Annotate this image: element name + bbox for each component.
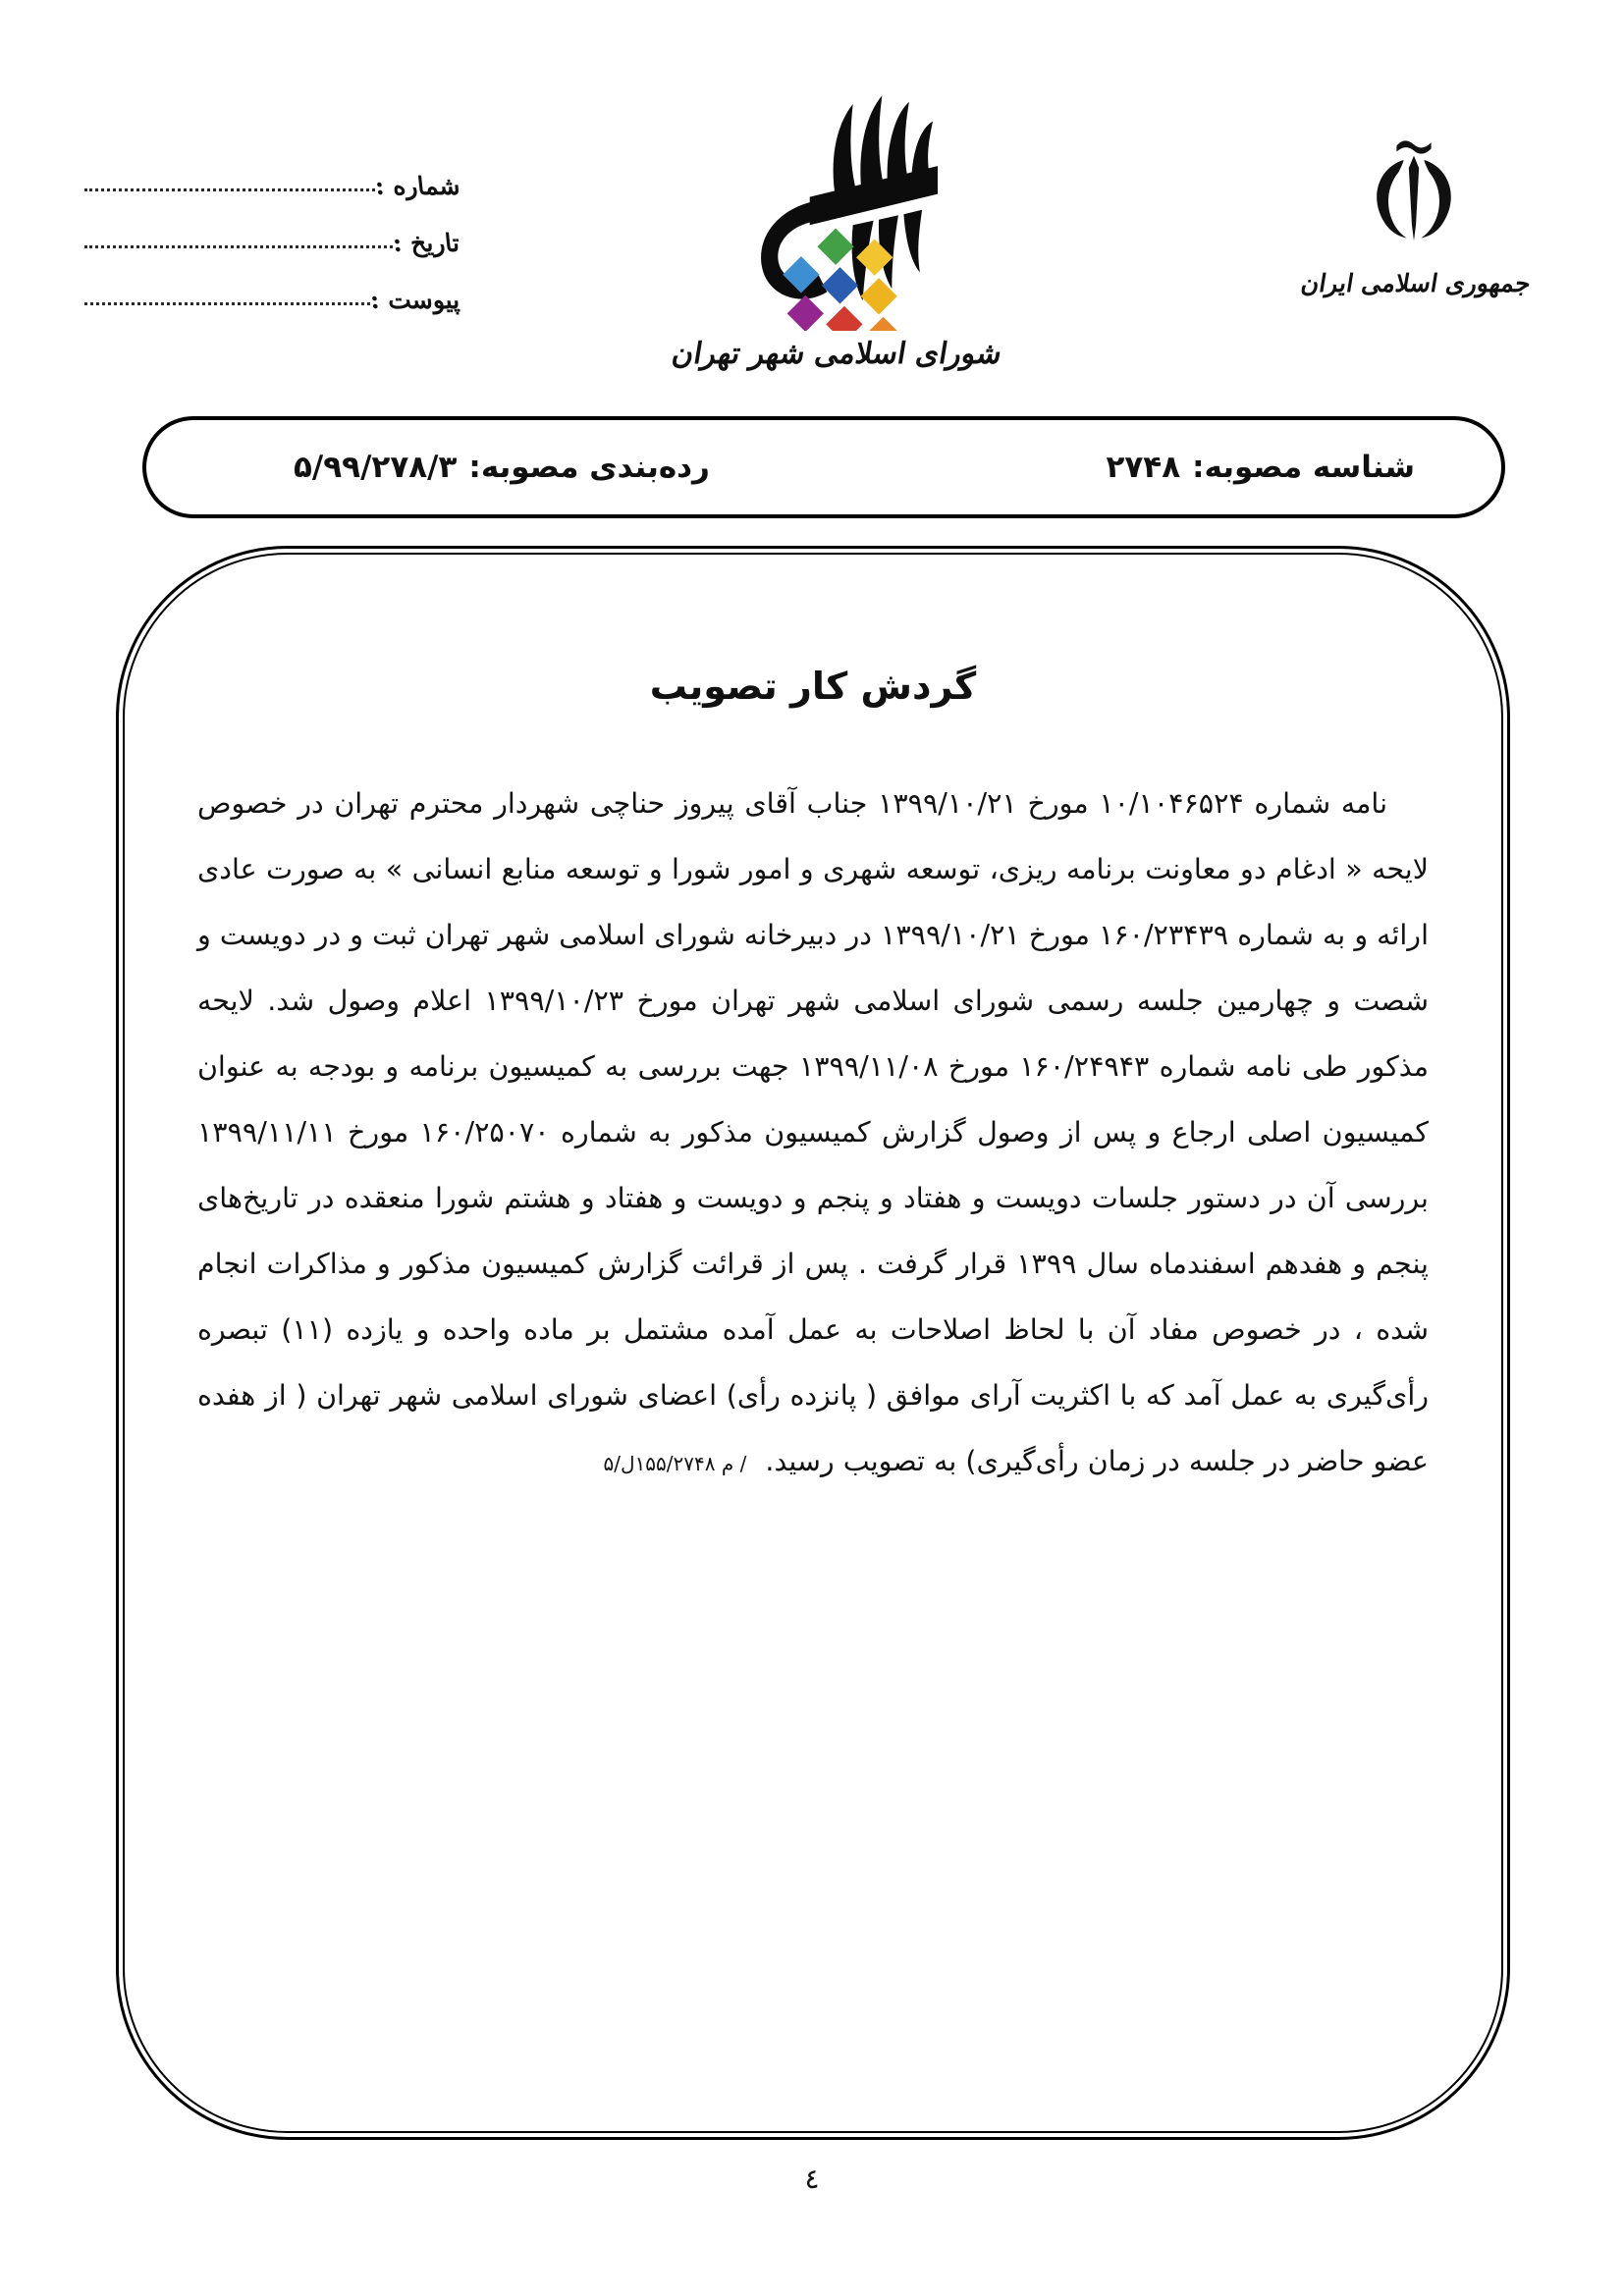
resolution-classification-label: رده‌بندی مصوبه: [468,450,710,485]
approval-process-box [116,546,1510,2140]
field-date-dotted-line [84,245,393,248]
council-logo-name: شورای اسلامی شهر تهران [668,337,1001,371]
letterhead [0,0,1624,412]
approval-process-box-inner [123,553,1503,2133]
section-title: گردش کار تصویب [649,665,977,708]
paragraph-text: نامه شماره ۱۰/۱۰۴۶۵۲۴ مورخ ۱۳۹۹/۱۰/۲۱ جناب آقای پیروز حناچی شهردار محترم تهران در خصوص لایحه « ادغام دو معاونت برنامه ریزی، توسعه شهری و امور شورا و توسعه منابع انسانی » به صورت عادی ارائه و به شماره ۱۶۰/۲۳۴۳۹ مورخ ۱۳۹۹/۱۰/۲۱ در دبیرخانه شورای اسلامی شهر تهران ثبت و در دویست و شصت و چهارمین جلسه رسمی شورای اسلامی شهر تهران مورخ ۱۳۹۹/۱۰/۲۳ اعلام وصول شد. لایحه مذکور طی نامه شماره ۱۶۰/۲۴۹۴۳ مورخ ۱۳۹۹/۱۱/۰۸ جهت بررسی به کمیسیون برنامه و بودجه به عنوان کمیسیون اصلی ارجاع و پس از وصول گزارش کمیسیون مذکور به شماره ۱۶۰/۲۵۰۷۰ مورخ ۱۳۹۹/۱۱/۱۱ بررسی آن در دستور جلسات دویست و هفتاد و پنجم و دویست و هفتاد و هشتم شورا منعقده در تاریخ‌های پنجم و هفدهم اسفندماه سال ۱۳۹۹ قرار گرفت . پس از قرائت گزارش کمیسیون مذکور و مذاکرات انجام شده ، در خصوص مفاد آن با لحاظ اصلاحات به عمل آمده مشتمل بر ماده واحده و یازده (۱۱) تبصره رأی‌گیری به عمل آمد که با اکثریت آرای موافق ( پانزده رأی) اعضای شورای اسلامی شهر تهران ( از هفده عضو حاضر در جلسه در زمان رأی‌گیری) به تصویب رسید. [197,787,1429,1477]
field-attachment [81,271,465,314]
approval-process-paragraph [164,771,1462,1497]
archive-code: / م ۱۵۵/۲۷۴۸ل/۵ [603,1452,747,1475]
resolution-id-bar [142,416,1505,518]
logo-diamond-orange [865,317,901,331]
logo-diamond-purple [787,295,824,331]
state-emblem-caption: جمهوری اسلامی ایران [1298,269,1530,297]
resolution-id-value: ۲۷۴۸ [1106,450,1181,485]
logo-diamond-green [817,229,853,265]
resolution-classification-value: ۵/۹۹/۲۷۸/۳ [294,450,458,485]
iran-emblem-icon [1363,135,1465,255]
field-date [81,214,465,257]
field-number-dotted-line [84,188,375,191]
council-logo [628,93,1041,371]
state-emblem [1291,135,1537,297]
field-attachment-label: پیوست : [368,286,461,314]
page-number: ٤ [804,2163,820,2195]
reference-fields [81,157,465,328]
council-logo-icon [731,93,938,331]
field-number [81,157,465,200]
field-date-label: تاریخ : [391,229,461,257]
resolution-id-label: شناسه مصوبه: [1192,450,1415,485]
resolution-classification [294,450,710,485]
logo-diamond-red [826,306,862,331]
logo-diamond-blue [822,267,858,303]
resolution-id [1106,450,1415,485]
field-attachment-dotted-line [84,302,370,305]
field-number-label: شماره : [373,172,461,200]
